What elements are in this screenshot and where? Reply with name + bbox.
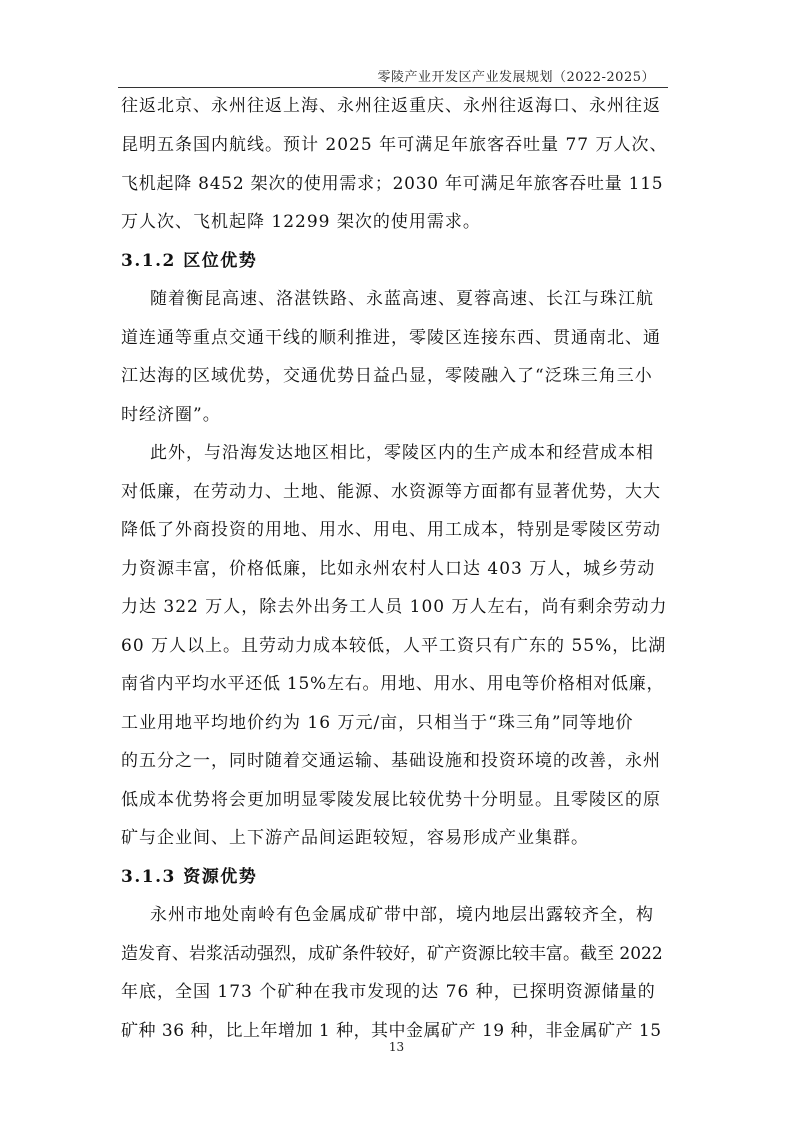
text-line: 降低了外商投资的用地、用水、用电、用工成本，特别是零陵区劳动: [121, 520, 661, 540]
text-line: 对低廉，在劳动力、土地、能源、水资源等方面都有显著优势，大大: [121, 482, 661, 502]
section-heading-3-1-2: 3.1.2 区位优势: [121, 251, 258, 271]
page-number: 13: [388, 1040, 405, 1054]
text-line: 造发育、岩浆活动强烈，成矿条件较好，矿产资源比较丰富。截至 2022: [121, 944, 663, 964]
text-line: 力资源丰富，价格低廉，比如永州农村人口达 403 万人，城乡劳动: [121, 559, 656, 579]
text-line: 矿与企业间、上下游产品间运距较短，容易形成产业集群。: [121, 828, 589, 848]
text-line: 飞机起降 8452 架次的使用需求；2030 年可满足年旅客吞吐量 115: [121, 174, 664, 194]
text-line: 昆明五条国内航线。预计 2025 年可满足年旅客吞吐量 77 万人次、: [121, 135, 668, 155]
text-line: 低成本优势将会更加明显零陵发展比较优势十分明显。且零陵区的原: [121, 790, 661, 810]
text-line: 江达海的区域优势，交通优势日益凸显，零陵融入了“泛珠三角三小: [121, 366, 653, 386]
section-heading-3-1-3: 3.1.3 资源优势: [121, 867, 258, 887]
text-line: 力达 322 万人，除去外出务工人员 100 万人左右，尚有剩余劳动力: [121, 597, 668, 617]
text-line: 南省内平均水平还低 15%左右。用地、用水、用电等价格相对低廉，: [121, 674, 665, 694]
text-line: 此外，与沿海发达地区相比，零陵区内的生产成本和经营成本相: [150, 443, 654, 463]
text-line: 道连通等重点交通干线的顺利推进，零陵区连接东西、贯通南北、通: [121, 328, 661, 348]
text-line: 随着衡昆高速、洛湛铁路、永蓝高速、夏蓉高速、长江与珠江航: [150, 289, 654, 309]
header-divider: [118, 87, 668, 88]
text-line: 的五分之一，同时随着交通运输、基础设施和投资环境的改善，永州: [121, 751, 661, 771]
running-header: 零陵产业开发区产业发展规划（2022-2025）: [377, 70, 655, 85]
text-line: 永州市地处南岭有色金属成矿带中部，境内地层出露较齐全，构: [150, 905, 654, 925]
text-line: 工业用地平均地价约为 16 万元/亩，只相当于“珠三角”同等地价: [121, 713, 634, 733]
text-line: 万人次、飞机起降 12299 架次的使用需求。: [121, 212, 481, 232]
text-line: 时经济圈”。: [121, 405, 221, 425]
text-line: 矿种 36 种，比上年增加 1 种，其中金属矿产 19 种，非金属矿产 15: [121, 1021, 662, 1041]
text-line: 往返北京、永州往返上海、永州往返重庆、永州往返海口、永州往返: [121, 96, 661, 116]
text-line: 60 万人以上。且劳动力成本较低，人平工资只有广东的 55%，比湖: [121, 636, 667, 656]
text-line: 年底，全国 173 个矿种在我市发现的达 76 种，已探明资源储量的: [121, 982, 656, 1002]
